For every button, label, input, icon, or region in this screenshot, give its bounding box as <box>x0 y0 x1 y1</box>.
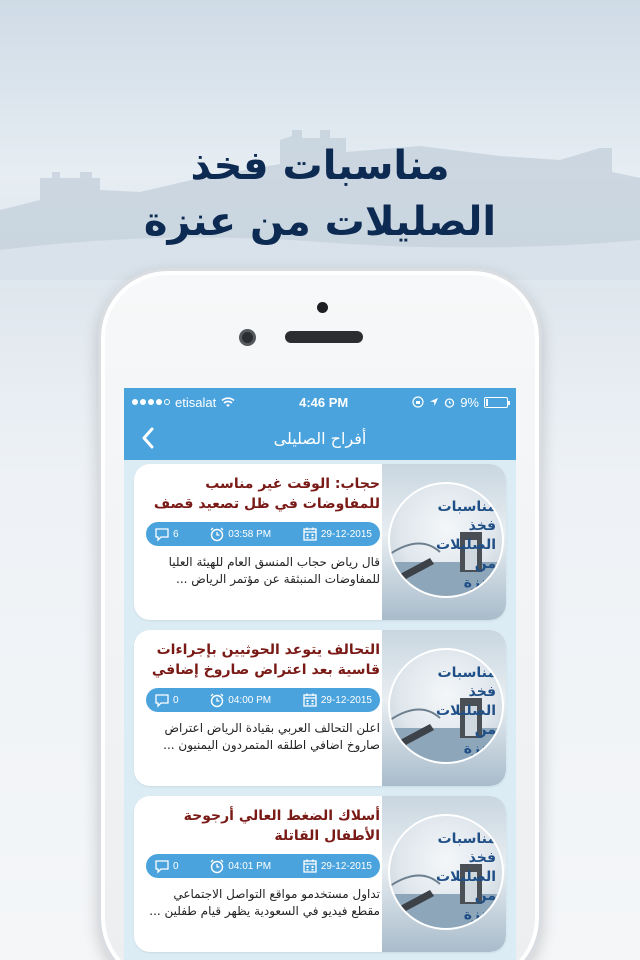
article-thumbnail <box>382 796 506 952</box>
article-date <box>302 526 372 542</box>
phone-earpiece <box>285 331 363 343</box>
comments-value: 0 <box>173 694 179 706</box>
alarm-clock-icon <box>209 526 225 542</box>
alarm-icon <box>444 397 455 408</box>
calendar-icon <box>302 526 318 542</box>
comments-count[interactable] <box>154 692 179 708</box>
carrier-label: etisalat <box>175 394 217 410</box>
phone-camera <box>239 329 256 346</box>
article-time <box>209 692 271 708</box>
comment-bubble-icon <box>154 526 170 542</box>
article-meta-bar <box>146 854 380 878</box>
article-body <box>146 640 380 780</box>
comments-count[interactable] <box>154 526 179 542</box>
phone-sensor-dot <box>317 302 328 313</box>
article-card[interactable] <box>134 630 506 786</box>
article-excerpt: قال رياض حجاب المنسق العام للهيئة العليا للمفاوضات المنبثقة عن مؤتمر الرياض ... <box>168 555 380 586</box>
comment-bubble-icon <box>154 692 170 708</box>
wifi-icon <box>221 397 235 408</box>
alarm-clock-icon <box>209 692 225 708</box>
date-value: 29-12-2015 <box>320 694 372 706</box>
promo-title-line1: مناسبات فخذ <box>190 143 450 189</box>
article-meta-bar <box>146 522 380 546</box>
date-value: 29-12-2015 <box>320 528 372 540</box>
article-thumbnail <box>382 630 506 786</box>
calendar-icon <box>302 692 318 708</box>
chevron-left-icon <box>141 427 155 449</box>
thumbnail-caption: مناسبات فخذ الصليلات من عنزة <box>436 499 496 591</box>
article-title[interactable]: التحالف يتوعد الحوثيين بإجراءات قاسية بعد اعتراض صاروخ إضافي <box>151 642 380 678</box>
article-list <box>124 460 516 952</box>
alarm-clock-icon <box>209 858 225 874</box>
article-title[interactable]: حجاب: الوقت غير مناسب للمفاوضات في ظل تصعيد قصف <box>153 476 380 512</box>
date-value: 29-12-2015 <box>320 860 372 872</box>
article-excerpt: تداول مستخدمو مواقع التواصل الاجتماعي مقطع فيديو في السعودية يظهر قيام طفلين ... <box>149 887 380 918</box>
battery-percent: 9% <box>460 394 479 410</box>
comments-count[interactable] <box>154 858 179 874</box>
promo-title-line2: الصليلات من عنزة <box>143 199 497 245</box>
battery-icon <box>484 397 508 408</box>
status-right <box>412 395 508 410</box>
article-meta-bar <box>146 688 380 712</box>
time-value: 04:01 PM <box>228 860 272 872</box>
promo-title <box>0 138 640 250</box>
thumbnail-circle <box>388 814 504 930</box>
article-date <box>302 858 372 874</box>
comment-bubble-icon <box>154 858 170 874</box>
comments-value: 0 <box>173 860 179 872</box>
lock-rotation-icon <box>412 396 424 408</box>
thumbnail-caption: مناسبات فخذ الصليلات من عنزة <box>436 831 496 923</box>
location-arrow-icon <box>429 397 439 407</box>
phone-screen <box>124 388 516 960</box>
status-left <box>132 395 235 410</box>
article-time <box>209 526 271 542</box>
article-body <box>146 474 380 614</box>
thumbnail-caption: مناسبات فخذ الصليلات من عنزة <box>436 665 496 757</box>
article-excerpt: اعلن التحالف العربي بقيادة الرياض اعتراض صاروخ اضافي اطلقه المتمردون اليمنيون ... <box>163 721 380 752</box>
time-value: 04:00 PM <box>228 694 272 706</box>
article-thumbnail <box>382 464 506 620</box>
status-bar <box>124 388 516 416</box>
article-card[interactable] <box>134 464 506 620</box>
nav-bar <box>124 416 516 460</box>
nav-title: أفراح الصليلى <box>273 428 367 448</box>
article-time <box>209 858 271 874</box>
signal-dots-icon <box>132 399 170 405</box>
article-card[interactable] <box>134 796 506 952</box>
status-time: 4:46 PM <box>299 394 349 410</box>
calendar-icon <box>302 858 318 874</box>
article-title[interactable]: أسلاك الضغط العالي أرجوحة الأطفال القاتلة <box>183 808 380 844</box>
thumbnail-circle <box>388 482 504 598</box>
thumbnail-circle <box>388 648 504 764</box>
article-date <box>302 692 372 708</box>
back-button[interactable] <box>134 424 162 452</box>
time-value: 03:58 PM <box>228 528 272 540</box>
comments-value: 6 <box>173 528 179 540</box>
article-body <box>146 806 380 946</box>
